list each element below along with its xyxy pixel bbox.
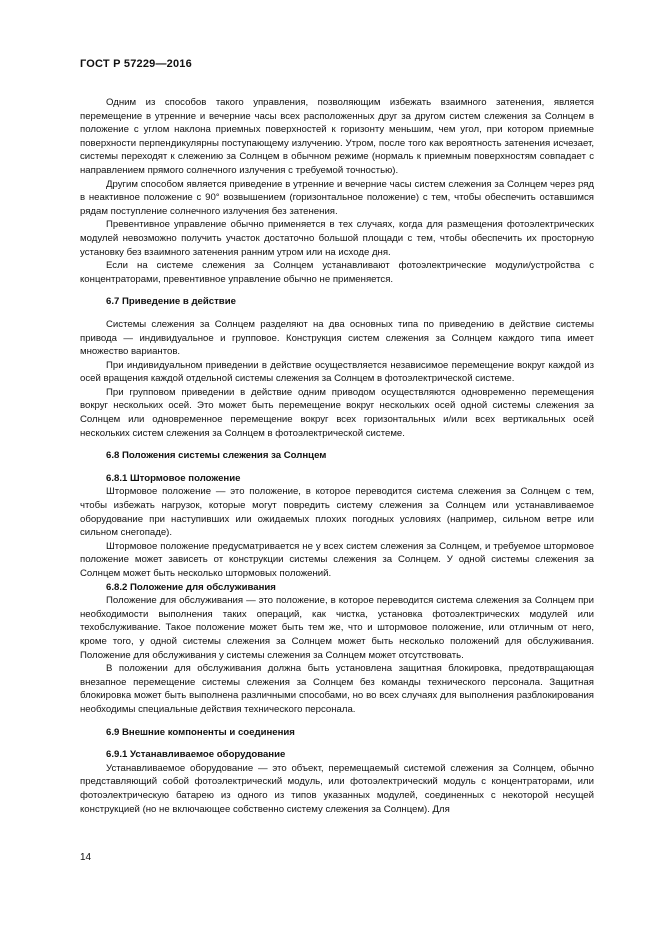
paragraph: Другим способом является приведение в утренние и вечерние часы систем слежения за Солнцем через ряд в неактивное положение с 90° возвышением (горизонтальное положение) с тем, чтобы обеспечить оставшимся рядам поступление солнечного излучения без затенения. xyxy=(80,178,594,217)
subsection-heading-6-8-2: 6.8.2 Положение для обслуживания xyxy=(106,581,276,593)
paragraph: При групповом приведении в действие одним приводом осуществляются одновременно перемещения вокруг нескольких осей. Это может быть перемещение вокруг нескольких осей одной системы слежения за Солнцем или одновременное перемещение вокруг всех горизонтальных и/или всех вертикальных осей нескольких систем слежения за Солнцем в фотоэлектрической системе. xyxy=(80,386,594,439)
paragraph: Одним из способов такого управления, позволяющим избежать взаимного затенения, является перемещение в утренние и вечерние часы всех расположенных друг за другом систем слежения за Солнцем в положение с углом наклона приемных поверхностей к горизонту меньшим, чем угол, при котором приемные поверхности перпендикулярны поступающему излучению. Утром, после того как вероятность затенения исчезает, системы переходят к слежению за Солнцем в обычном режиме (нормаль к приемным поверхностям совпадает с направлением прямого солнечного излучения с требуемой точностью). xyxy=(80,97,594,176)
document-header: ГОСТ Р 57229—2016 xyxy=(80,58,192,70)
paragraph: В положении для обслуживания должна быть установлена защитная блокировка, предотвращающая внезапное перемещение системы слежения за Солнцем без команды технического персонала. Защитная блокировка может быть выполнена различными способами, но во всех случаях для выполнения разблокирования необходимы специальные действия технического персонала. xyxy=(80,663,594,715)
section-heading-6-9: 6.9 Внешние компоненты и соединения xyxy=(106,726,295,738)
paragraph: Устанавливаемое оборудование — это объект, перемещаемый системой слежения за Солнцем, обычно представляющий собой фотоэлектрический модуль, или фотоэлектрический модуль с концентраторами, или фотоэлектрическую батарею из одного из типов указанных модулей, соединенных с некоторой несущей конструкцией (но не включающее собственно систему слежения за Солнцем). Для xyxy=(80,762,594,815)
paragraph: При индивидуальном приведении в действие осуществляется независимое перемещение вокруг каждой из осей вращения каждой отдельной системы слежения за Солнцем в фотоэлектрической системе. xyxy=(80,359,594,385)
subsection-heading-6-8-1: 6.8.1 Штормовое положение xyxy=(106,472,241,484)
paragraph: Положение для обслуживания — это положение, в которое переводится система слежения за Солнцем при необходимости выполнения таких операций, как чистка, установка фотоэлектрических модулей или техобслуживание. Такое положение может быть тем же, что и штормовое положение, или отличным от него, кроме того, у одной системы слежения за Солнцем может быть несколько положений для обслуживания. Положение для обслуживания у системы слежения за Солнцем может отсутствовать. xyxy=(80,595,594,661)
paragraph: Штормовое положение предусматривается не у всех систем слежения за Солнцем, и требуемое штормовое положение может зависеть от конструкции системы слежения за Солнцем. У одной системы слежения за Солнцем может быть несколько штормовых положений. xyxy=(80,540,594,579)
subsection-heading-6-9-1: 6.9.1 Устанавливаемое оборудование xyxy=(106,749,286,761)
document-body xyxy=(80,96,594,816)
paragraph: Превентивное управление обычно применяется в тех случаях, когда для размещения фотоэлектрических модулей невозможно получить участок достаточно большой площади с тем, чтобы обеспечить их просторную установку без взаимного затенения ранним утром или на исходе дня. xyxy=(80,219,594,258)
page-number: 14 xyxy=(80,852,92,863)
paragraph: Штормовое положение — это положение, в которое переводится система слежения за Солнцем с тем, чтобы избежать нагрузок, которые могут повредить систему слежения за Солнцем или устанавливаемое оборудование при наступивших или ожидаемых плохих погодных условиях (например, сильном ветре или сильном снегопаде). xyxy=(80,486,594,539)
section-heading-6-8: 6.8 Положения системы слежения за Солнцем xyxy=(106,450,327,462)
paragraph: Системы слежения за Солнцем разделяют на два основных типа по приведению в действие системы привода — индивидуальное и групповое. Конструкция систем слежения за Солнцем каждого типа имеет множество вариантов. xyxy=(80,318,594,358)
section-heading-6-7: 6.7 Приведение в действие xyxy=(106,296,236,308)
paragraph: Если на системе слежения за Солнцем устанавливают фотоэлектрические модули/устройства с концентраторами, превентивное управление обычно не применяется. xyxy=(80,260,594,285)
